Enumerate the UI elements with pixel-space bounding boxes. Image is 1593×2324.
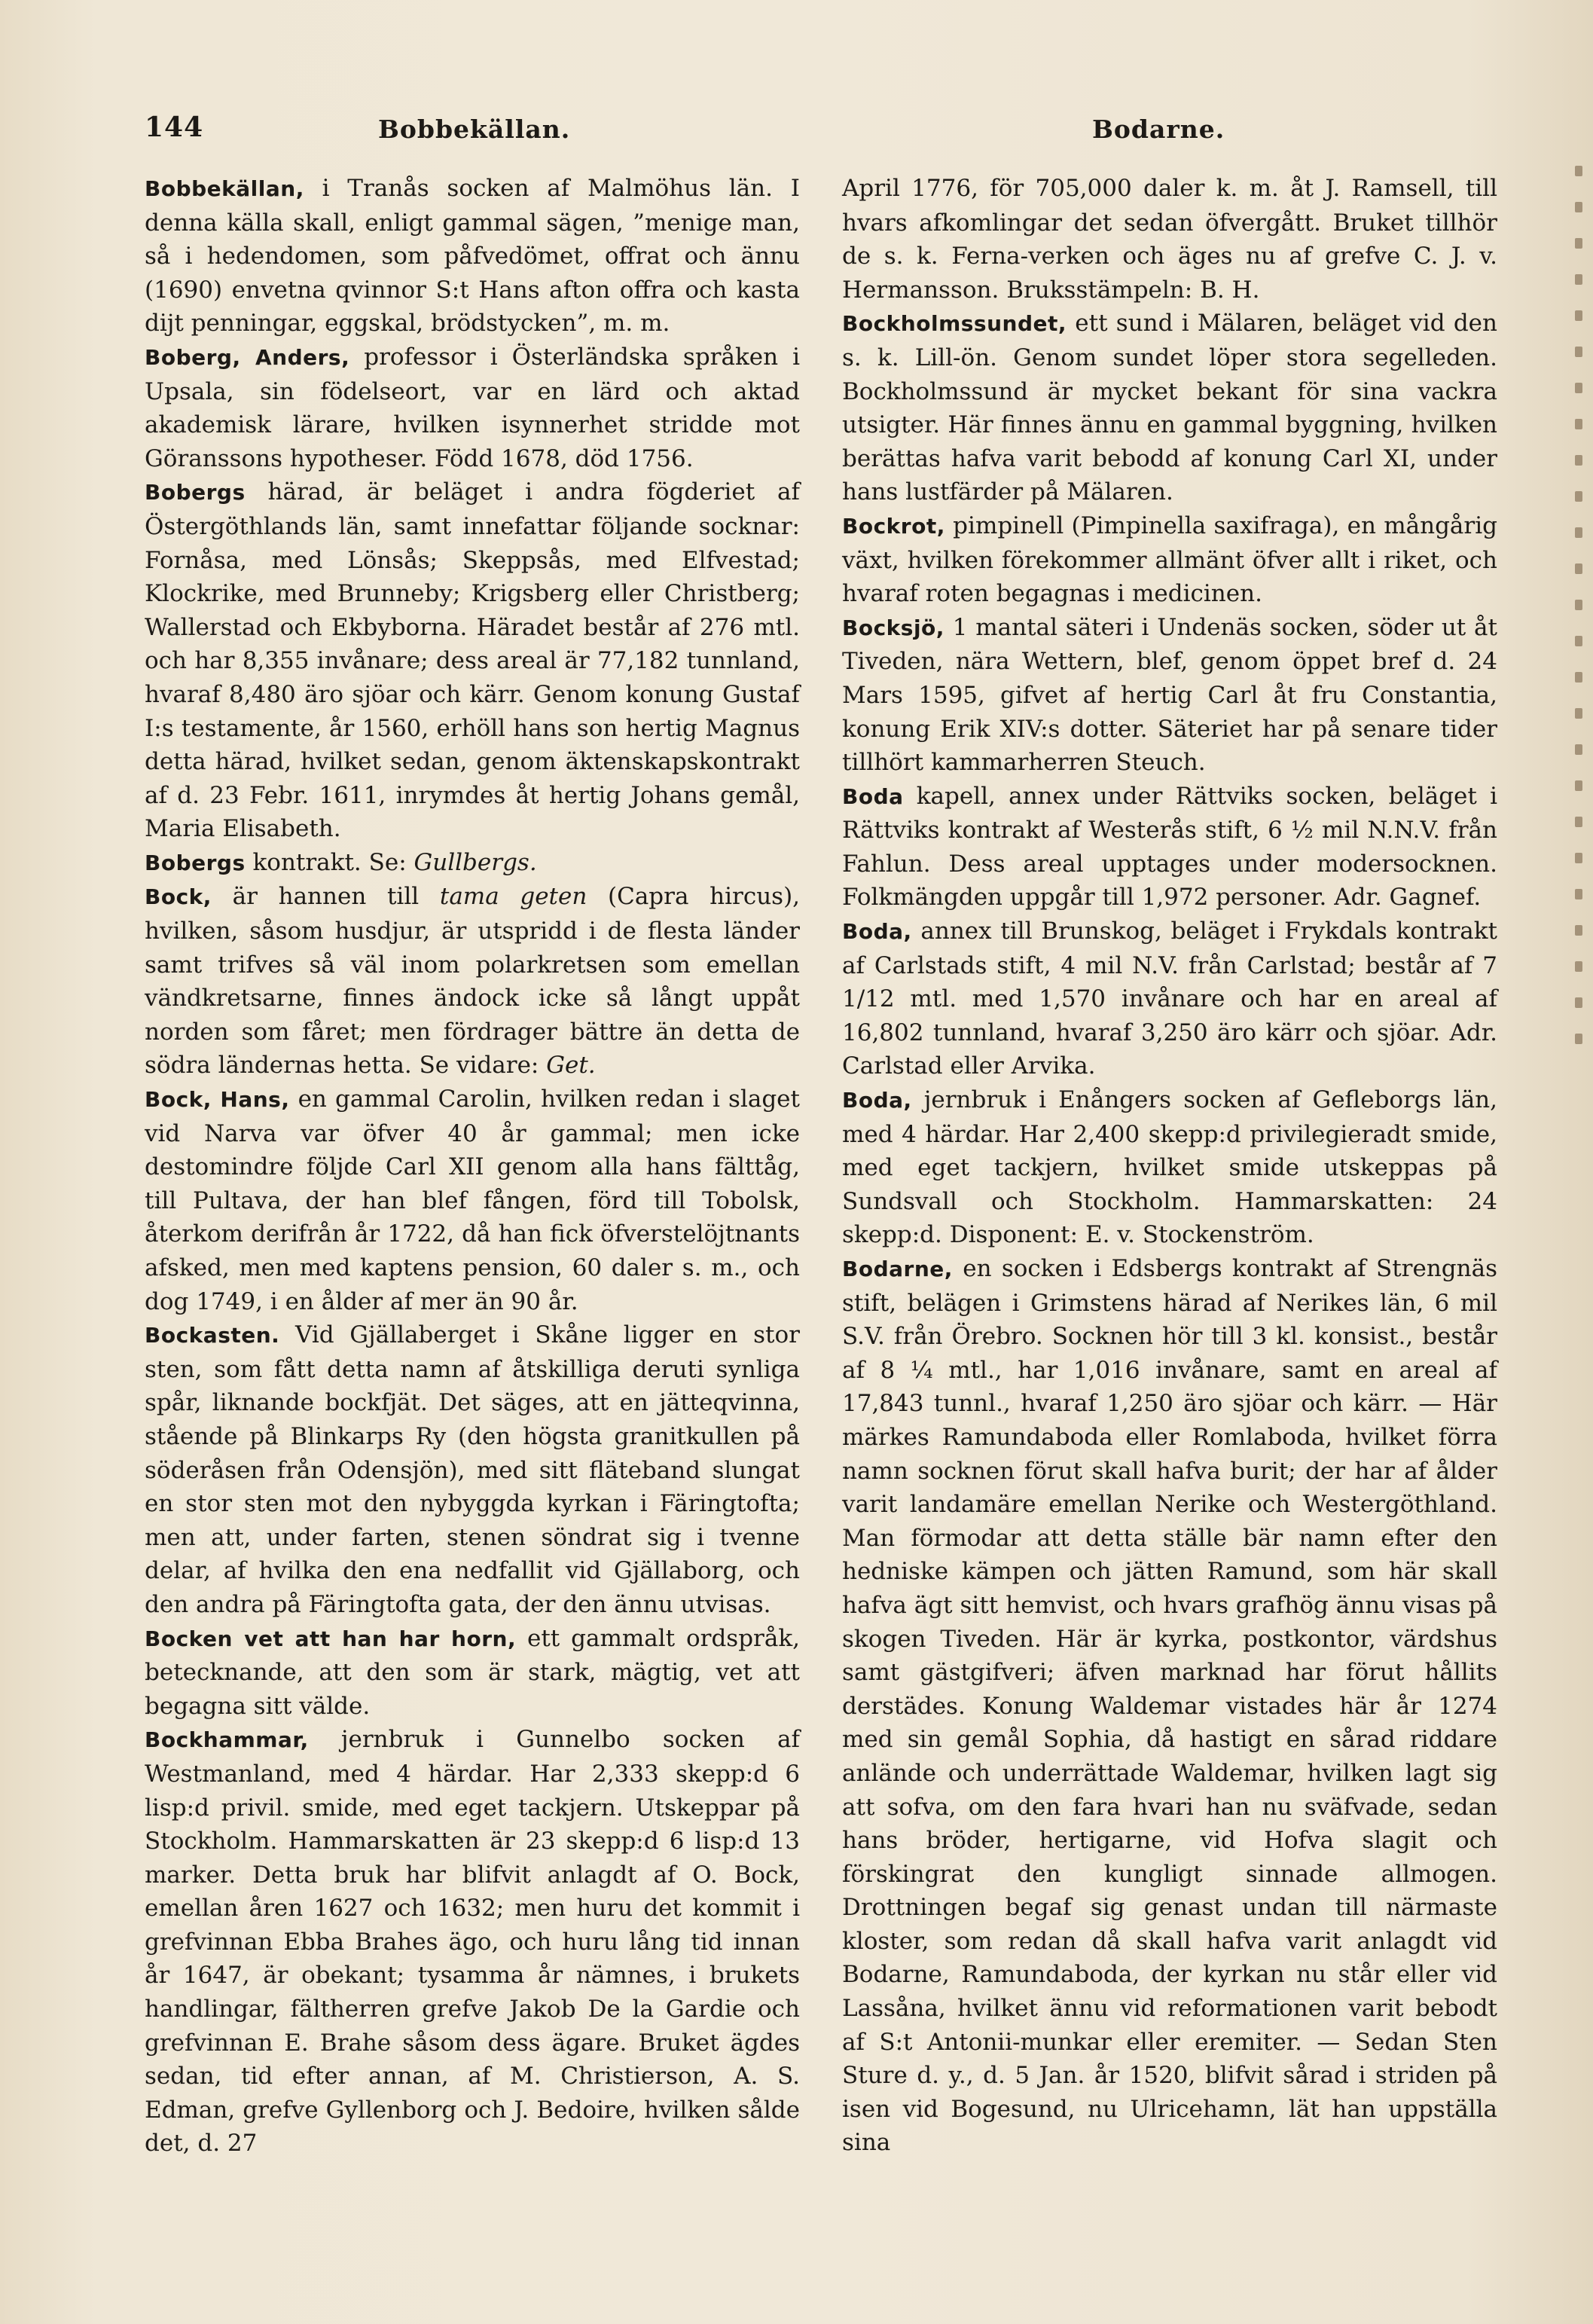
headword: Boberg, Anders,: [145, 344, 350, 370]
edge-mark: [1575, 961, 1582, 972]
cross-reference: Gullbergs.: [414, 848, 537, 876]
headword: Bodarne,: [842, 1257, 953, 1281]
edge-mark: [1575, 600, 1582, 610]
edge-mark: [1575, 238, 1582, 249]
entry-text-cont: (Capra hircus), hvilken, såsom husdjur, är utspridd i de flesta länder samt trifves så väl inom polarkretsen som emellan vändkretsarne, finnes ändock icke så långt uppåt norden som fåret; men fördrager bättre än detta de södra ländernas hetta. Se vidare:: [145, 883, 801, 1080]
entry-bocksjo: [842, 611, 1497, 780]
entry-boda-annex: [842, 915, 1497, 1083]
entry-text: jernbruk i Gunnelbo socken af Westmanland, med 4 härdar. Har 2,333 skepp:d 6 lisp:d privil. smide, med eget tackjern. Utskeppar på Stockholm. Hammarskatten är 23 skepp:d 6 lisp:d 13 marker. Detta bruk har blifvit anlagdt af O. Bock, emellan åren 1627 och 1632; men huru det kommit i grefvinnan Ebba Brahes ägo, och huru lång tid innan år 1647, är obekant; tysamma år nämnes, i brukets handlingar, fältherren grefve Jakob De la Gardie och grefvinnan E. Brahe såsom dess ägare. Bruket ägdes sedan, tid efter annan, af M. Christierson, A. S. Edman, grefve Gyllenborg och J. Bedoire, hvilken sålde det, d. 27: [145, 1726, 800, 2158]
headword: Bock,: [145, 884, 212, 910]
headword: Boda,: [842, 919, 912, 945]
headword: Bock, Hans,: [145, 1087, 290, 1113]
entry-bobbekallan: [145, 172, 800, 341]
headword: Bocksjö,: [842, 615, 945, 640]
edge-mark: [1575, 419, 1582, 429]
edge-mark: [1575, 563, 1582, 574]
headword: Bockasten.: [145, 1323, 280, 1348]
left-column: [145, 172, 800, 2161]
entry-text: annex till Brunskog, beläget i Frykdals kontrakt af Carlstads stift, 4 mil N.V. från Carlstad; består af 7 1/12 mtl. med 1,570 invånare och har en areal af 16,802 tunnland, hvaraf 3,250 äro kärr och sjöar. Adr. Carlstad eller Arvika.: [842, 918, 1497, 1080]
edge-mark: [1575, 853, 1582, 863]
headword: Boda: [842, 783, 904, 809]
entry-text: kontrakt. Se:: [245, 848, 414, 876]
entry-text: är hannen till: [211, 883, 440, 911]
edge-mark: [1575, 202, 1582, 212]
edge-mark: [1575, 817, 1582, 827]
edge-mark: [1575, 997, 1582, 1008]
entry-bock-hans: [145, 1083, 800, 1318]
entry-bockhammar: [145, 1723, 800, 2161]
cross-reference: Get.: [546, 1052, 596, 1080]
edge-mark: [1575, 925, 1582, 936]
entry-text: jernbruk i Enångers socken af Gefleborgs län, med 4 härdar. Har 2,400 skepp:d privilegieradt smide, med eget tackjern, hvilket smide utskeppas på Sundsvall och Stockholm. Hammarskatten: 24 skepp:d. Disponent: E. v. Stockenström.: [842, 1086, 1497, 1249]
left-running-head: Bobbekällan.: [378, 115, 571, 144]
entry-bockhammar-cont: [842, 172, 1497, 307]
headword: Boda,: [842, 1088, 912, 1113]
edge-mark: [1575, 347, 1582, 357]
edge-mark: [1575, 310, 1582, 321]
edge-mark: [1575, 166, 1582, 176]
entry-boda-jernbruk: [842, 1083, 1497, 1252]
headword: Bobergs: [145, 480, 246, 505]
edge-mark: [1575, 744, 1582, 755]
entry-text: härad, är beläget i andra fögderiet af Östergöthlands län, samt innefattar följande socknar: Fornåsa, med Lönsås; Skeppsås, med Elfvestad; Klockrike, med Brunneby; Krigsberg eller Christberg; Wallerstad och Ekbyborna. Häradet består af 276 mtl. och har 8,355 invånare; dess areal är 77,182 tunnland, hvaraf 8,480 äro sjöar och kärr. Genom konung Gustaf I:s testamente, år 1560, erhöll hans son hertig Magnus detta härad, hvilket sedan, genom äktenskapskontrakt af d. 23 Febr. 1611, inrymdes åt hertig Johans gemål, Maria Elisabeth.: [145, 478, 800, 843]
entry-text: 1 mantal säteri i Undenäs socken, söder ut åt Tiveden, nära Wettern, blef, genom öppet bref d. 24 Mars 1595, gifvet af hertig Carl åt fru Constantia, konung Erik XIV:s dotter. Säteriet har på senare tider tillhört kammarherren Steuch.: [842, 613, 1497, 777]
page-edge-marks: [1572, 166, 1588, 1672]
headword: Bockholmssundet,: [842, 311, 1067, 337]
entry-boberg-anders: [145, 341, 800, 475]
entry-text: en gammal Carolin, hvilken redan i slaget vid Narva var öfver 40 år gammal; men icke destomindre följde Carl XII genom alla hans fälttåg, till Pultava, der han blef fången, förd till Tobolsk, återkom derifrån år 1722, då han fick öfverstelöjtnants afsked, men med kaptens pension, 60 daler s. m., och dog 1749, i en ålder af mer än 90 år.: [145, 1086, 800, 1315]
entry-text: kapell, annex under Rättviks socken, beläget i Rättviks kontrakt af Westerås stift, 6 ½ mil N.N.V. från Fahlun. Dess areal upptages under modersocknen. Folkmängden uppgår till 1,972 personer. Adr. Gagnef.: [842, 782, 1497, 912]
headword: Bobergs: [145, 850, 246, 875]
entry-bockrot: [842, 509, 1497, 611]
page-header: [145, 111, 1252, 157]
entry-text: i Tranås socken af Malmöhus län. I denna källa skall, enligt gammal sägen, ”menige man, så i hedendomen, som påfvedömet, offrat och ännu (1690) envetna qvinnor S:t Hans afton offra och kasta dijt penningar, eggskal, brödstycken”, m. m.: [145, 175, 800, 337]
edge-mark: [1575, 274, 1582, 285]
entry-text: Vid Gjällaberget i Skåne ligger en stor sten, som fått detta namn af åtskilliga deruti synliga spår, liknande bockfjät. Det säges, att en jätteqvinna, stående på Blinkarps Ry (den högsta granitkullen på söderåsen från Odensjön), med sitt fläteband slungat en stor sten mot den nybyggda kyrkan i Färingtofta; men att, under farten, stenen söndrat sig i tvenne delar, af hvilka den ena nedfallit vid Gjällaborg, och den andra på Färingtofta gata, der den ännu utvisas.: [145, 1321, 800, 1618]
edge-mark: [1575, 455, 1582, 466]
entry-bock: [145, 880, 800, 1083]
edge-mark: [1575, 636, 1582, 646]
headword: Bockrot,: [842, 513, 945, 539]
edge-mark: [1575, 1034, 1582, 1044]
page-number: 144: [145, 111, 204, 143]
headword: Bobbekällan,: [145, 176, 304, 201]
entry-text: ett sund i Mälaren, beläget vid den s. k. Lill-ön. Genom sundet löper stora segelleden. Bockholmssund är mycket bekant för sina vackra utsigter. Här finnes ännu en gammal byggning, hvilken berättas hafva varit bebodd af konung Carl XI, under hans lustfärder på Mälaren.: [842, 310, 1497, 506]
entry-text: ett gammalt ordspråk, betecknande, att den som är stark, mägtig, vet att begagna sitt välde.: [145, 1624, 800, 1720]
edge-mark: [1575, 491, 1582, 502]
edge-mark: [1575, 383, 1582, 393]
entry-text: en socken i Edsbergs kontrakt af Strengnäs stift, belägen i Grimstens härad af Nerikes län, 6 mil S.V. från Örebro. Socknen hör till 3 kl. konsist., består af 8 ¼ mtl., har 1,016 invånare, samt en areal af 17,843 tunnl., hvaraf 1,250 äro sjöar och kärr. — Här märkes Ramundaboda eller Romlaboda, hvilket förra namn socknen förut skall hafva burit; der har af ålder varit landamäre emellan Nerike och Westergöthland. Man förmodar att detta ställe bär namn efter den hedniske kämpen och jätten Ramund, som här skall hafva ägt sitt hemvist, och hvars grafhög ännu visas på skogen Tiveden. Här är kyrka, postkontor, värdshus samt gästgifveri; äfven marknad har förut hållits derstädes. Konung Waldemar vistades här år 1274 med sin gemål Sophia, då hastigt en sårad riddare anlände och underrättade Waldemar, hvilken lagt sig att sofva, om den fara hvari han nu sväfvade, sedan hans bröder, hertigarne, vid Hofva slagit och förskingrat den kungligt sinnade allmogen. Drottningen begaf sig genast undan till närmaste kloster, som redan då skall hafva varit anlagdt vid Bodarne, Ramundaboda, der kyrkan nu står eller vid Lassåna, hvilket ännu vid reformationen varit bebodt af S:t Antonii-munkar eller eremiter. — Sedan Sten Sture d. y., d. 5 Jan. år 1520, blifvit sårad i striden på isen vid Bogesund, nu Ulricehamn, lät han uppställa sina: [842, 1255, 1497, 2157]
headword: Bockhammar,: [145, 1727, 309, 1753]
entry-bobergs-kontrakt: [145, 846, 800, 881]
entry-bobergs-harad: [145, 475, 800, 846]
edge-mark: [1575, 527, 1582, 538]
entry-text: pimpinell (Pimpinella saxifraga), en mångårig växt, hvilken förekommer allmänt öfver allt i riket, och hvaraf roten begagnas i medicinen.: [842, 512, 1497, 608]
right-column: [842, 172, 1497, 2160]
headword: Bocken vet att han har horn,: [145, 1626, 517, 1651]
edge-mark: [1575, 889, 1582, 899]
entry-text: professor i Österländska språken i Upsala, sin födelseort, var en lärd och aktad akademisk lärare, hvilken isynnerhet stridde mot Göranssons hypotheser. Född 1678, död 1756.: [145, 343, 800, 472]
entry-text: April 1776, för 705,000 daler k. m. åt J. Ramsell, till hvars afkomlingar det sedan öfvergått. Bruket tillhör de s. k. Ferna-verken och äges nu af grefve C. J. v. Hermansson. Bruksstämpeln: B. H.: [842, 175, 1497, 304]
edge-mark: [1575, 780, 1582, 791]
entry-boda-kapell: [842, 780, 1497, 915]
entry-bodarne: [842, 1252, 1497, 2160]
entry-bocken-vet: [145, 1622, 800, 1724]
entry-bockholmssundet: [842, 307, 1497, 509]
entry-bockasten: [145, 1318, 800, 1621]
right-running-head: Bodarne.: [1092, 115, 1225, 144]
edge-mark: [1575, 672, 1582, 683]
italic-term: tama geten: [439, 883, 587, 911]
edge-mark: [1575, 708, 1582, 719]
